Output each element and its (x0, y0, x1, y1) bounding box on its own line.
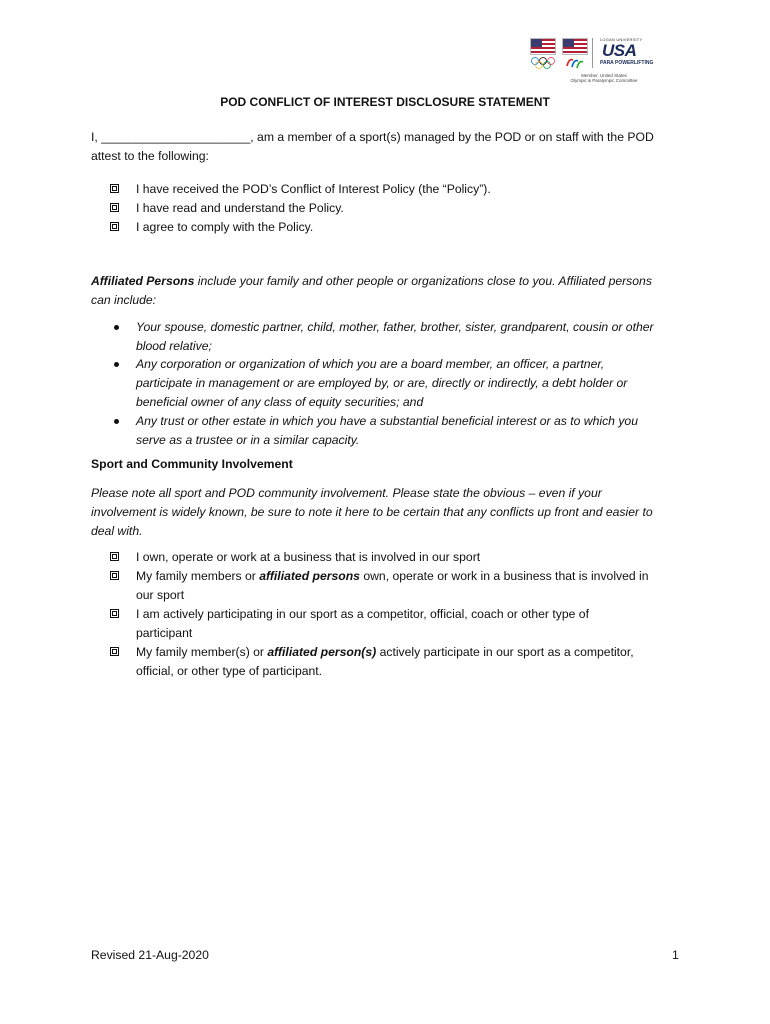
checkbox[interactable] (110, 203, 119, 212)
member-note (564, 73, 644, 83)
involvement-line: I am actively participating in our sport as a competitor, official, coach or other type of (136, 607, 589, 621)
member-line-2: Olympic & Paralympic Committee (570, 78, 638, 83)
bullet-line: participate in management or are employed by, or are, directly or indirectly, a debt holder or (136, 376, 628, 390)
intro-paragraph (91, 128, 681, 166)
bullet-line: serve as a trustee or in a similar capacity. (136, 433, 360, 447)
section-intro (91, 484, 681, 541)
involvement-line (136, 643, 681, 662)
section-intro-line: Please note all sport and POD community involvement. Please state the obvious – even if your (91, 486, 602, 500)
involvement-line: official, or other type of participant. (136, 664, 323, 678)
us-flag-icon (562, 38, 588, 55)
acknowledgement-label: I agree to comply with the Policy. (136, 220, 314, 234)
bullet-line: Any corporation or organization of which you are a board member, an officer, a partner, (136, 357, 605, 371)
bullet-text (136, 412, 681, 450)
involvement-label (136, 567, 681, 605)
paralympic-agitos-icon (564, 56, 584, 70)
involvement-text: My family members or (136, 569, 260, 583)
bullet-line: Your spouse, domestic partner, child, mother, father, brother, sister, grandparent, cousin or other (136, 320, 654, 334)
page-number: 1 (672, 948, 679, 962)
involvement-line: our sport (136, 588, 185, 602)
affiliated-persons-emphasis: affiliated persons (259, 569, 360, 583)
member-line-1: Member, United States (581, 73, 627, 78)
affiliated-line-1 (91, 272, 681, 291)
checkbox[interactable] (110, 184, 119, 193)
bullet-line: Any trust or other estate in which you have a substantial beneficial interest or as to which you (136, 414, 638, 428)
section-intro-line: involvement is widely known, be sure to note it here to be certain that any conflicts up front and easier to (91, 505, 653, 519)
document-title: POD CONFLICT OF INTEREST DISCLOSURE STATEMENT (220, 95, 550, 109)
involvement-text: My family member(s) or (136, 645, 268, 659)
affiliated-line-2: can include: (91, 293, 157, 307)
bullet-icon (114, 325, 119, 330)
affiliated-persons-paragraph (91, 272, 681, 310)
bullet-text (136, 318, 681, 356)
checkbox[interactable] (110, 609, 119, 618)
checkbox[interactable] (110, 571, 119, 580)
section-heading: Sport and Community Involvement (91, 457, 293, 471)
bullet-line: blood relative; (136, 339, 212, 353)
bullet-icon (114, 362, 119, 367)
acknowledgement-label: I have received the POD’s Conflict of Interest Policy (the “Policy”). (136, 182, 491, 196)
affiliated-persons-term: Affiliated Persons (91, 274, 195, 288)
usa-para-powerlifting-logo (528, 36, 668, 88)
intro-line-2: attest to the following: (91, 149, 209, 163)
us-flag-icon (530, 38, 556, 55)
checkbox[interactable] (110, 647, 119, 656)
involvement-text: own, operate or work in a business that is involved in (359, 569, 649, 583)
involvement-label (136, 643, 681, 681)
logo-divider (592, 38, 593, 68)
brand-subtitle: PARA POWERLIFTING (600, 60, 654, 66)
brand-sponsor: LOGAN UNIVERSITY (600, 37, 643, 42)
bullet-text (136, 355, 681, 412)
affiliated-persons-emphasis: affiliated person(s) (267, 645, 377, 659)
olympic-rings-icon (530, 57, 556, 69)
section-intro-line: deal with. (91, 524, 143, 538)
bullet-line: beneficial owner of any class of equity securities; and (136, 395, 424, 409)
acknowledgement-label: I have read and understand the Policy. (136, 201, 344, 215)
brand-name: USA (602, 41, 637, 60)
involvement-line (136, 567, 681, 586)
involvement-label (136, 605, 681, 643)
involvement-label: I own, operate or work at a business that is involved in our sport (136, 550, 481, 564)
intro-line-1: I, ______________________, am a member of a sport(s) managed by the POD or on staff with the POD (91, 130, 654, 144)
revision-date: Revised 21-Aug-2020 (91, 948, 209, 962)
involvement-text: actively participate in our sport as a competitor, (376, 645, 634, 659)
affiliated-definition: include your family and other people or organizations close to you. Affiliated persons (194, 274, 652, 288)
checkbox[interactable] (110, 222, 119, 231)
involvement-line: participant (136, 626, 193, 640)
bullet-icon (114, 419, 119, 424)
checkbox[interactable] (110, 552, 119, 561)
